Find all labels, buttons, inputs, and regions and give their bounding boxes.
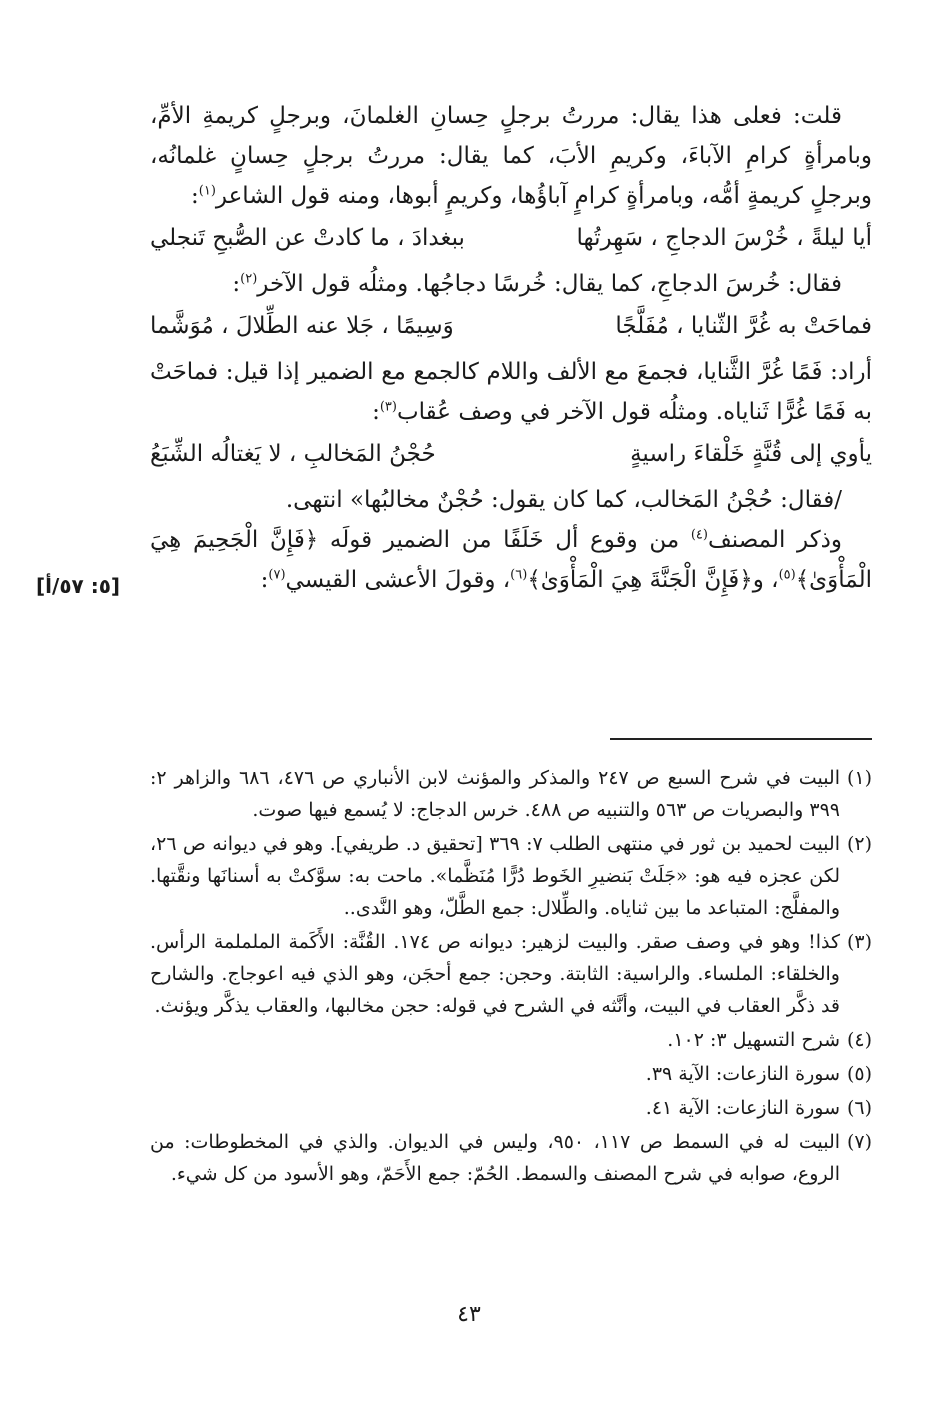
- verse-2-second-hemistich: وَسِيمًا ، جَلا عنه الطِّلالَ ، مُوَشَّما: [150, 313, 454, 339]
- footnote-ref-1[interactable]: (١): [198, 183, 216, 199]
- paragraph-3: [150, 352, 872, 432]
- footnote-ref-3[interactable]: (٣): [379, 399, 397, 415]
- verse-3-first-hemistich: يأوي إلى قُنَّةٍ خَلْقاءَ راسيةٍ: [630, 441, 872, 467]
- paragraph-3-colon: :: [372, 399, 380, 425]
- footnote-text: سورة النازعات: الآية ٣٩.: [645, 1063, 840, 1085]
- paragraph-2: [150, 264, 872, 304]
- footnote-7: [150, 1126, 872, 1190]
- paragraph-2-colon: :: [232, 271, 241, 297]
- footnote-1: [150, 762, 872, 826]
- paragraph-5-text-b: من وقوع أل خَلَفًا من الضمير قولَه ﴿فَإِنَّ الْجَحِيمَ هِيَ الْمَأْوَىٰ﴾: [150, 527, 872, 593]
- footnote-text: شرح التسهيل ٣: ١٠٢.: [667, 1029, 840, 1051]
- paragraph-5: [150, 520, 872, 600]
- footnote-number: (١): [846, 767, 872, 789]
- paragraph-5-text-c: ، و﴿فَإِنَّ الْجَنَّةَ هِيَ الْمَأْوَىٰ﴾: [527, 567, 779, 593]
- verse-1-first-hemistich: أيا ليلةً ، خُرْسَ الدجاجِ ، سَهِرتُها: [576, 225, 872, 251]
- footnote-3: [150, 926, 872, 1022]
- footnote-number: (٦): [846, 1097, 872, 1119]
- footnote-number: (٤): [846, 1029, 872, 1051]
- paragraph-5-text-d: ، وقولَ الأعشى القيسي: [285, 567, 511, 593]
- paragraph-5-colon: :: [260, 567, 269, 593]
- paragraph-2-text: فقال: خُرسَ الدجاجِ، كما يقال: خُرسًا دجاجُها. ومثلُه قول الآخر: [257, 271, 842, 297]
- footnote-ref-7[interactable]: (٧): [268, 567, 286, 583]
- footnote-text: البيت لحميد بن ثور في منتهى الطلب ٧: ٣٦٩ [تحقيق د. طريفي]. وهو في ديوانه ص ٢٦، لكن عجزه فيه هو: «جَلَتْ بَنضيرِ الخَوط دُرًّا مُنَظَّما». ماحت به: سوَّكتْ به أسنانَها ونقَّتها. والمفلَّج: المتباعد ما بين ثناياه. والطِّلال: جمع الطَّلّ، وهو النَّدى..: [150, 833, 840, 919]
- footnote-number: (٥): [846, 1063, 872, 1085]
- footnote-number: (٧): [846, 1131, 872, 1153]
- paragraph-1-colon: :: [191, 183, 199, 209]
- footnote-text: البيت في شرح السبع ص ٢٤٧ والمذكر والمؤنث لابن الأنباري ص ٤٧٦، ٦٨٦ والزاهر ٢: ٣٩٩ والبصريات ص ٥٦٣ والتنبيه ص ٤٨٨. خرس الدجاج: لا يُسمع فيها صوت.: [150, 767, 840, 821]
- footnote-ref-6[interactable]: (٦): [510, 567, 528, 583]
- verse-1: [150, 218, 872, 258]
- paragraph-5-text-a: وذكر المصنف: [707, 527, 842, 553]
- footnote-number: (٢): [846, 833, 872, 855]
- footnote-4: [150, 1024, 872, 1056]
- footnotes: [150, 762, 872, 1192]
- manuscript-folio-marker: [٥: ٥٧/أ]: [36, 574, 121, 598]
- footnote-6: [150, 1092, 872, 1124]
- footnote-divider: [610, 738, 872, 740]
- page-number: ٤٣: [457, 1302, 481, 1327]
- footnote-5: [150, 1058, 872, 1090]
- paragraph-3-text: أراد: فَمًا غُرَّ الثَّنايا، فجمعَ مع الألف واللام كالجمع مع الضمير إذا قيل: فماحَتْ به فَمًا غُرًّا ثَناياه. ومثلُه قول الآخر في وصف عُقاب: [150, 359, 872, 425]
- footnote-text: البيت له في السمط ص ١١٧، ٩٥٠، وليس في الديوان. والذي في المخطوطات: من الروع، صوابه في شرح المصنف والسمط. الحُمّ: جمع الأَحَمّ، وهو الأسود من كل شيء.: [150, 1131, 841, 1185]
- paragraph-1-text: قلت: فعلى هذا يقال: مررتُ برجلٍ حِسانِ الغلمانَ، وبرجلٍ كريمةِ الأمِّ، وبامرأةٍ كرامِ الآباءَ، وكريمِ الأبَ، كما يقال: مررتُ برجلٍ حِسانٍ غلمانُه، وبرجلٍ كريمةٍ أمُّه، وبامرأةٍ كرامٍ آباؤُها، وكريمٍ أبوها، ومنه قول الشاعر: [150, 103, 872, 209]
- verse-3: [150, 434, 872, 474]
- main-text: [150, 96, 872, 600]
- footnote-text: كذا! وهو في وصف صقر. والبيت لزهير: ديوانه ص ١٧٤. القُنَّة: الأَكَمة الململمة الرأس. والخلقاء: الملساء. والراسية: الثابتة. وحجن: جمع أحجَن، وهو الذي فيه اعوجاج. والشارح قد ذكَّر العقاب في البيت، وأنَّثه في الشرح في قوله: حجن مخالبها، والعقاب يذكَّر ويؤنث.: [150, 931, 840, 1017]
- footnote-ref-5[interactable]: (٥): [778, 567, 796, 583]
- footnote-2: [150, 828, 872, 924]
- verse-2-first-hemistich: فماحَتْ به غُرَّ الثّنايا ، مُفَلَّجًا: [615, 313, 872, 339]
- paragraph-4: /فقال: حُجْنُ المَخالب، كما كان يقول: حُجْنٌ مخالبُها» انتهى.: [285, 487, 842, 513]
- footnote-text: سورة النازعات: الآية ٤١.: [645, 1097, 840, 1119]
- verse-2: [150, 306, 872, 346]
- footnote-number: (٣): [846, 931, 872, 953]
- paragraph-1: [150, 96, 872, 216]
- footnote-ref-4[interactable]: (٤): [690, 527, 708, 543]
- verse-3-second-hemistich: حُجْنُ المَخالبِ ، لا يَغتالُه الشِّبَعُ: [150, 441, 436, 467]
- verse-1-second-hemistich: ببغدادَ ، ما كادتْ عن الصُّبحِ تَنجلي: [150, 225, 465, 251]
- footnote-ref-2[interactable]: (٢): [240, 271, 258, 287]
